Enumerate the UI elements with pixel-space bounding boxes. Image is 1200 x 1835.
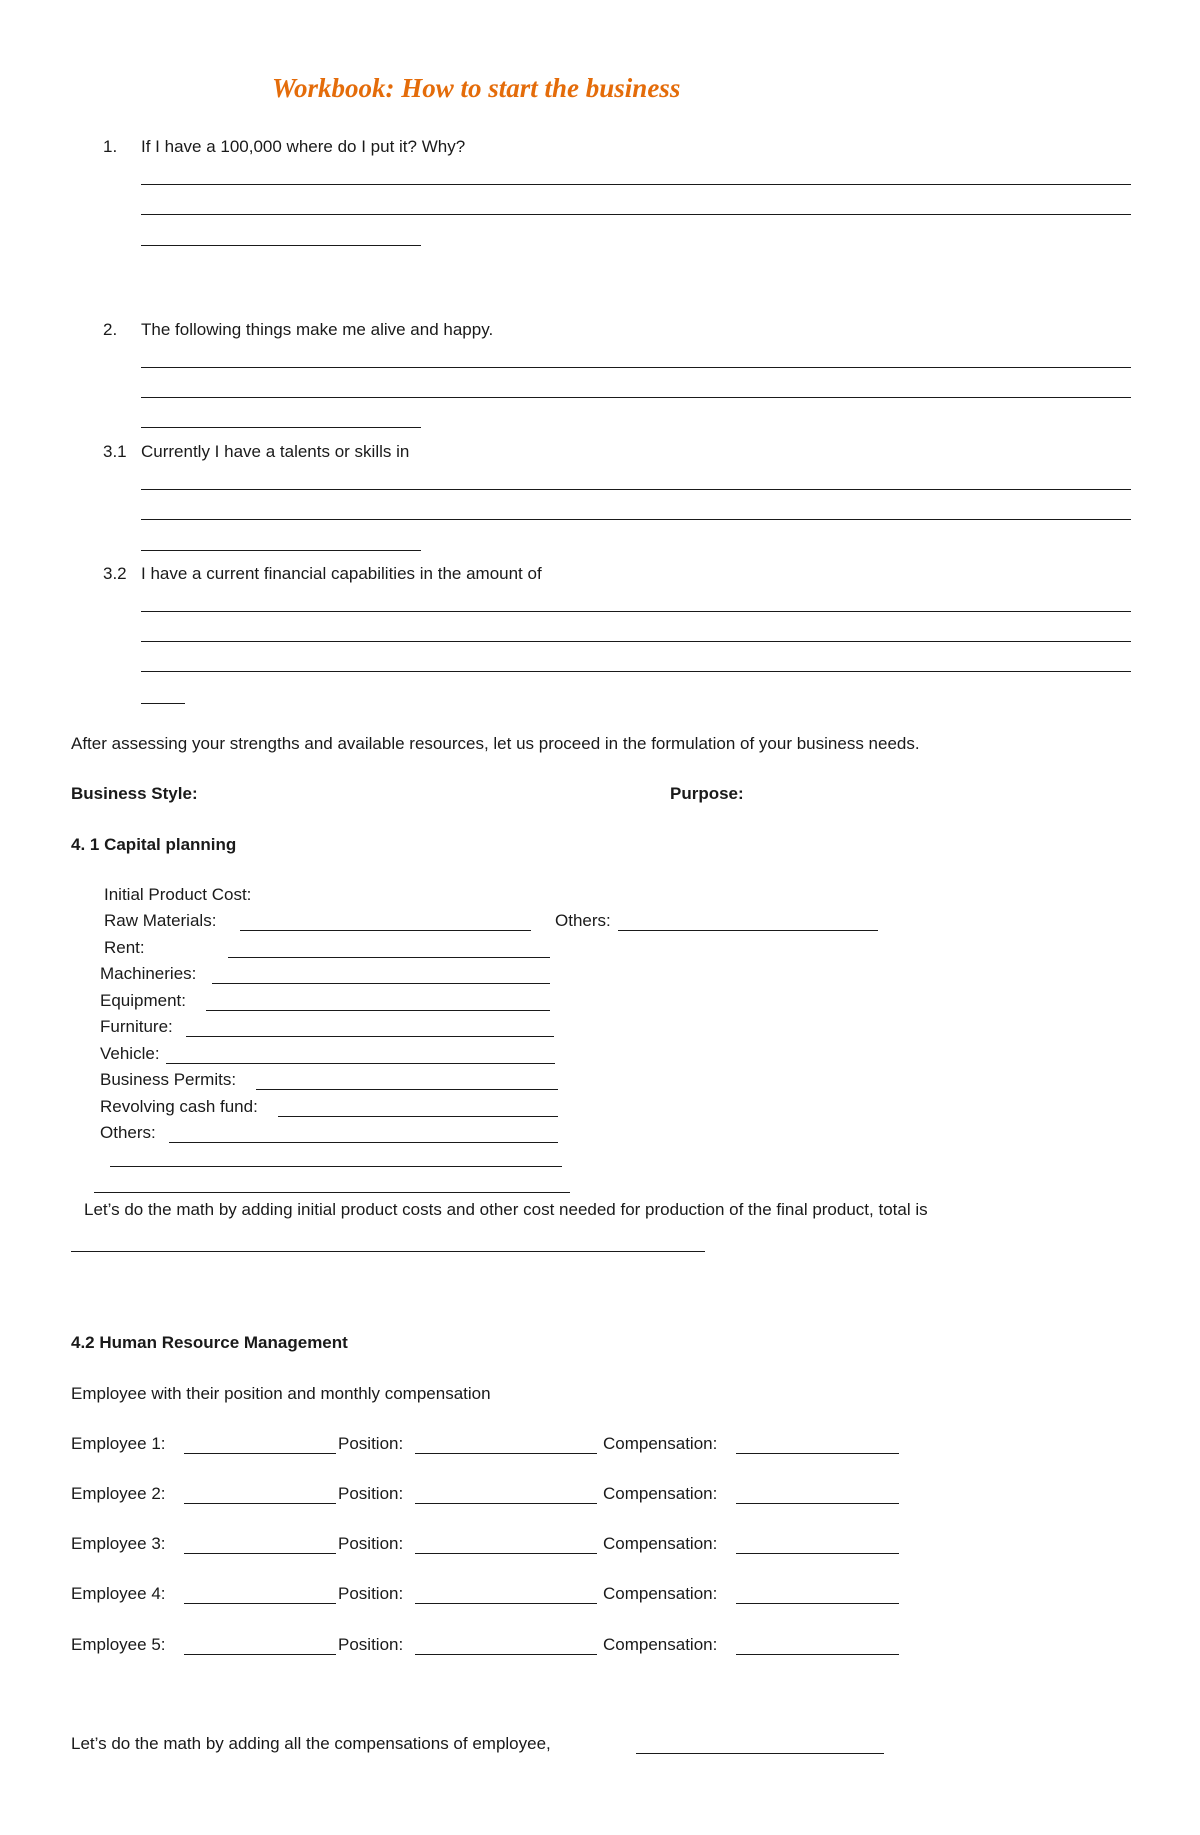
employee-name-field[interactable] <box>184 1603 336 1604</box>
answer-line-q1-2[interactable] <box>141 214 1131 215</box>
question-1-text: If I have a 100,000 where do I put it? Why? <box>141 137 466 156</box>
position-field[interactable] <box>415 1654 597 1655</box>
furniture-label: Furniture: <box>100 1017 173 1036</box>
answer-line-q1-3[interactable] <box>141 245 421 246</box>
compensation-label: Compensation: <box>603 1484 718 1503</box>
answer-line-q31-1[interactable] <box>141 489 1131 490</box>
question-2-number: 2. <box>103 320 118 339</box>
equipment-field[interactable] <box>206 1010 550 1011</box>
hr-total-field[interactable] <box>636 1753 884 1754</box>
capital-total-field[interactable] <box>71 1251 705 1252</box>
rent-field[interactable] <box>228 957 550 958</box>
hr-heading: 4.2 Human Resource Management <box>71 1333 348 1352</box>
answer-line-q2-1[interactable] <box>141 367 1131 368</box>
employee-name-field[interactable] <box>184 1654 336 1655</box>
answer-line-q2-3[interactable] <box>141 427 421 428</box>
employee-name-field[interactable] <box>184 1553 336 1554</box>
answer-line-q32-3[interactable] <box>141 671 1131 672</box>
compensation-field[interactable] <box>736 1503 899 1504</box>
compensation-label: Compensation: <box>603 1635 718 1654</box>
business-permits-label: Business Permits: <box>100 1070 237 1089</box>
equipment-label: Equipment: <box>100 991 186 1010</box>
question-3-1-number: 3.1 <box>103 442 127 461</box>
employee-label: Employee 1: <box>71 1434 166 1453</box>
raw-materials-label: Raw Materials: <box>104 911 217 930</box>
rent-label: Rent: <box>104 938 145 957</box>
employee-name-field[interactable] <box>184 1453 336 1454</box>
position-label: Position: <box>338 1635 404 1654</box>
compensation-field[interactable] <box>736 1603 899 1604</box>
question-3-1-text: Currently I have a talents or skills in <box>141 442 410 461</box>
position-label: Position: <box>338 1584 404 1603</box>
others-field[interactable] <box>169 1142 558 1143</box>
question-2-text: The following things make me alive and happy. <box>141 320 494 339</box>
answer-line-q32-1[interactable] <box>141 611 1131 612</box>
position-label: Position: <box>338 1534 404 1553</box>
revolving-cash-fund-label: Revolving cash fund: <box>100 1097 258 1116</box>
position-label: Position: <box>338 1434 404 1453</box>
compensation-field[interactable] <box>736 1453 899 1454</box>
compensation-label: Compensation: <box>603 1434 718 1453</box>
employee-label: Employee 5: <box>71 1635 166 1654</box>
revolving-cash-fund-field[interactable] <box>278 1116 558 1117</box>
employee-label: Employee 2: <box>71 1484 166 1503</box>
machineries-field[interactable] <box>212 983 550 984</box>
purpose-label: Purpose: <box>670 784 744 803</box>
business-style-label: Business Style: <box>71 784 198 803</box>
others-label: Others: <box>100 1123 156 1142</box>
answer-line-q32-2[interactable] <box>141 641 1131 642</box>
position-label: Position: <box>338 1484 404 1503</box>
compensation-label: Compensation: <box>603 1534 718 1553</box>
answer-line-q1-1[interactable] <box>141 184 1131 185</box>
question-1-number: 1. <box>103 137 118 156</box>
question-3-2-number: 3.2 <box>103 564 127 583</box>
raw-materials-field[interactable] <box>240 930 531 931</box>
furniture-field[interactable] <box>186 1036 554 1037</box>
position-field[interactable] <box>415 1603 597 1604</box>
machineries-label: Machineries: <box>100 964 197 983</box>
compensation-label: Compensation: <box>603 1584 718 1603</box>
position-field[interactable] <box>415 1553 597 1554</box>
page-title: Workbook: How to start the business <box>272 73 681 103</box>
employee-name-field[interactable] <box>184 1503 336 1504</box>
initial-product-cost-label: Initial Product Cost: <box>104 885 252 904</box>
answer-line-q31-2[interactable] <box>141 519 1131 520</box>
answer-line-q32-4[interactable] <box>141 703 185 704</box>
hr-subtitle: Employee with their position and monthly compensation <box>71 1384 491 1403</box>
business-permits-field[interactable] <box>256 1089 558 1090</box>
others-right-label: Others: <box>555 911 611 930</box>
answer-line-q31-3[interactable] <box>141 550 421 551</box>
capital-math-text: Let’s do the math by adding initial product costs and other cost needed for production of the final product, total is <box>84 1200 928 1219</box>
others-right-field[interactable] <box>618 930 878 931</box>
position-field[interactable] <box>415 1453 597 1454</box>
compensation-field[interactable] <box>736 1553 899 1554</box>
position-field[interactable] <box>415 1503 597 1504</box>
question-3-2-text: I have a current financial capabilities in the amount of <box>141 564 542 583</box>
vehicle-label: Vehicle: <box>100 1044 160 1063</box>
extra-line-2[interactable] <box>94 1192 570 1193</box>
capital-planning-heading: 4. 1 Capital planning <box>71 835 237 854</box>
answer-line-q2-2[interactable] <box>141 397 1131 398</box>
intro-paragraph: After assessing your strengths and available resources, let us proceed in the formulation of your business needs. <box>71 734 920 753</box>
hr-math-text: Let’s do the math by adding all the compensations of employee, <box>71 1734 551 1753</box>
compensation-field[interactable] <box>736 1654 899 1655</box>
extra-line-1[interactable] <box>110 1166 562 1167</box>
vehicle-field[interactable] <box>166 1063 555 1064</box>
employee-label: Employee 4: <box>71 1584 166 1603</box>
employee-label: Employee 3: <box>71 1534 166 1553</box>
